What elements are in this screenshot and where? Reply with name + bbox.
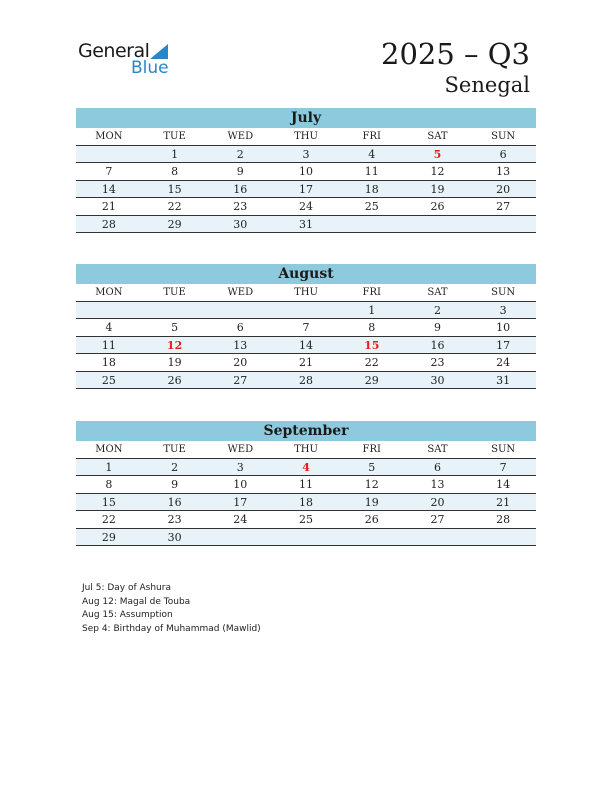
country-name: Senegal: [444, 73, 530, 97]
day-cell: 28: [101, 217, 116, 231]
day-cell: 1: [105, 461, 113, 474]
day-cell: 6: [236, 321, 244, 335]
holiday-notes: [82, 582, 261, 636]
weekday-label: TUE: [163, 287, 186, 298]
day-cell: 31: [496, 373, 511, 387]
day-cell: [273, 302, 339, 318]
day-cell: 10: [496, 321, 511, 335]
day-cell: 24: [233, 513, 248, 527]
day-cell: [405, 529, 471, 545]
day-cell: [207, 302, 273, 318]
weekday-label: WED: [227, 131, 254, 142]
day-cell: 23: [233, 200, 248, 214]
weekday-label: THU: [294, 444, 318, 455]
holiday-note: Sep 4: Birthday of Muhammad (Mawlid): [82, 623, 261, 634]
day-cell: [76, 146, 142, 162]
logo: [78, 40, 178, 80]
day-cell: 2: [236, 148, 244, 161]
day-cell: 2: [171, 461, 179, 474]
week-row: [76, 146, 536, 163]
weekday-row: [76, 284, 536, 302]
day-cell: 25: [364, 200, 379, 214]
weekday-label: TUE: [163, 444, 186, 455]
day-cell: 21: [299, 356, 314, 370]
day-cell: 20: [430, 495, 445, 509]
day-cell: 22: [364, 356, 379, 370]
day-cell: 14: [496, 478, 511, 492]
day-cell: [76, 302, 142, 318]
day-cell: 22: [101, 513, 116, 527]
weekday-label: MON: [95, 444, 123, 455]
day-cell: 12: [364, 478, 379, 492]
day-cell: 25: [299, 513, 314, 527]
weekday-label: MON: [95, 131, 123, 142]
day-cell: 3: [302, 148, 310, 161]
day-cell: 4: [105, 321, 113, 335]
day-cell: 18: [364, 182, 379, 196]
day-cell: 15: [364, 338, 380, 352]
day-cell: 2: [433, 304, 441, 317]
day-cell: 24: [496, 356, 511, 370]
weekday-label: WED: [227, 444, 254, 455]
month-title: August: [76, 264, 536, 284]
day-cell: 14: [299, 338, 314, 352]
day-cell: 16: [430, 338, 445, 352]
day-cell: 27: [496, 200, 511, 214]
day-cell: [405, 216, 471, 232]
day-cell: 19: [430, 182, 445, 196]
day-cell: 29: [167, 217, 182, 231]
day-cell: 7: [302, 321, 310, 335]
day-cell: 7: [499, 461, 507, 474]
day-cell: 18: [101, 356, 116, 370]
day-cell: 26: [364, 513, 379, 527]
day-cell: [273, 529, 339, 545]
day-cell: 23: [167, 513, 182, 527]
weekday-label: FRI: [362, 131, 381, 142]
holiday-note: Aug 12: Magal de Touba: [82, 596, 191, 607]
day-cell: 8: [171, 165, 179, 179]
day-cell: 15: [167, 182, 182, 196]
weeks-grid: [76, 459, 536, 546]
day-cell: 11: [364, 165, 379, 179]
day-cell: 20: [233, 356, 248, 370]
page-title: 2025 – Q3: [381, 37, 530, 71]
day-cell: [470, 529, 536, 545]
day-cell: 10: [233, 478, 248, 492]
day-cell: 16: [233, 182, 248, 196]
weekday-label: SAT: [427, 287, 448, 298]
weekday-label: SAT: [427, 444, 448, 455]
day-cell: 7: [105, 165, 113, 179]
weekday-label: FRI: [362, 287, 381, 298]
day-cell: 3: [236, 461, 244, 474]
day-cell: 3: [499, 304, 507, 317]
day-cell: 28: [496, 513, 511, 527]
day-cell: 9: [433, 321, 441, 335]
logo-text-blue: Blue: [131, 58, 169, 78]
day-cell: 5: [433, 148, 442, 161]
day-cell: 13: [496, 165, 511, 179]
weekday-label: SUN: [491, 131, 516, 142]
day-cell: 18: [299, 495, 314, 509]
day-cell: 21: [496, 495, 511, 509]
weekday-label: WED: [227, 287, 254, 298]
week-row: [76, 529, 536, 546]
day-cell: 30: [167, 530, 182, 544]
day-cell: 11: [299, 478, 314, 492]
weekday-label: SUN: [491, 287, 516, 298]
logo-triangle-icon: [150, 44, 168, 59]
day-cell: 10: [299, 165, 314, 179]
week-row: [76, 302, 536, 319]
weekday-label: SAT: [427, 131, 448, 142]
day-cell: 13: [233, 338, 248, 352]
day-cell: 15: [101, 495, 116, 509]
weekday-label: THU: [294, 287, 318, 298]
day-cell: 19: [364, 495, 379, 509]
day-cell: 28: [299, 373, 314, 387]
day-cell: 5: [368, 461, 376, 474]
weekday-label: SUN: [491, 444, 516, 455]
day-cell: 13: [430, 478, 445, 492]
day-cell: [339, 216, 405, 232]
day-cell: [470, 216, 536, 232]
day-cell: 29: [101, 530, 116, 544]
week-row: [76, 459, 536, 476]
day-cell: 4: [302, 461, 310, 474]
month-september: [76, 421, 536, 546]
day-cell: 30: [233, 217, 248, 231]
day-cell: 25: [101, 373, 116, 387]
week-row: [76, 337, 536, 354]
day-cell: 6: [433, 461, 441, 474]
weeks-grid: [76, 302, 536, 389]
day-cell: 8: [105, 478, 113, 492]
weekday-label: FRI: [362, 444, 381, 455]
week-row: [76, 163, 536, 180]
day-cell: 23: [430, 356, 445, 370]
day-cell: 26: [430, 200, 445, 214]
weekday-row: [76, 128, 536, 146]
month-july: [76, 108, 536, 233]
logo-text-general: General: [78, 40, 150, 62]
day-cell: 24: [299, 200, 314, 214]
day-cell: 14: [101, 182, 116, 196]
weekday-row: [76, 441, 536, 459]
holiday-note: Jul 5: Day of Ashura: [82, 583, 171, 593]
week-row: [76, 511, 536, 528]
day-cell: 27: [430, 513, 445, 527]
day-cell: 21: [101, 200, 116, 214]
day-cell: 29: [364, 373, 379, 387]
week-row: [76, 372, 536, 389]
day-cell: 4: [368, 148, 376, 161]
week-row: [76, 354, 536, 371]
day-cell: 17: [299, 182, 314, 196]
day-cell: 12: [430, 165, 445, 179]
day-cell: 17: [233, 495, 248, 509]
week-row: [76, 319, 536, 336]
day-cell: 31: [299, 217, 314, 231]
weekday-label: MON: [95, 287, 123, 298]
day-cell: 5: [171, 321, 179, 335]
day-cell: 9: [236, 165, 244, 179]
weeks-grid: [76, 146, 536, 233]
day-cell: 1: [171, 148, 179, 161]
week-row: [76, 494, 536, 511]
day-cell: 27: [233, 373, 248, 387]
day-cell: 9: [171, 478, 179, 492]
day-cell: 17: [496, 338, 511, 352]
week-row: [76, 216, 536, 233]
day-cell: 30: [430, 373, 445, 387]
day-cell: [207, 529, 273, 545]
day-cell: 12: [166, 338, 183, 352]
weekday-label: THU: [294, 131, 318, 142]
day-cell: 19: [167, 356, 182, 370]
day-cell: 11: [101, 338, 116, 352]
day-cell: [142, 302, 208, 318]
weekday-label: TUE: [163, 131, 186, 142]
day-cell: 22: [167, 200, 182, 214]
holiday-note: Aug 15: Assumption: [82, 610, 173, 621]
week-row: [76, 198, 536, 215]
day-cell: 16: [167, 495, 182, 509]
day-cell: 1: [368, 304, 376, 317]
month-title: July: [76, 108, 536, 128]
day-cell: 20: [496, 182, 511, 196]
day-cell: [339, 529, 405, 545]
day-cell: 8: [368, 321, 376, 335]
week-row: [76, 476, 536, 493]
day-cell: 26: [167, 373, 182, 387]
day-cell: 6: [499, 148, 507, 161]
month-title: September: [76, 421, 536, 441]
month-august: [76, 264, 536, 389]
week-row: [76, 181, 536, 198]
